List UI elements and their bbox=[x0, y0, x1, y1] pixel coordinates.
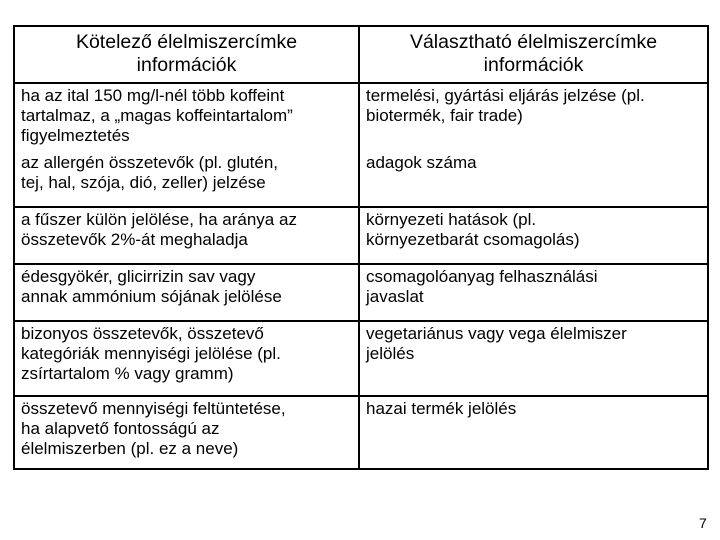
table-row bbox=[14, 396, 708, 469]
table-cell: vegetariánus vagy vega élelmiszer jelölés bbox=[359, 321, 708, 396]
header-optional: Választható élelmiszercímke információk bbox=[359, 26, 708, 83]
table-cell: környezeti hatások (pl. környezetbarát csomagolás) bbox=[359, 207, 708, 264]
table-cell: termelési, gyártási eljárás jelzése (pl. biotermék, fair trade) bbox=[359, 83, 708, 151]
table-row bbox=[14, 321, 708, 396]
table-cell: bizonyos összetevők, összetevő kategóriák mennyiségi jelölése (pl. zsírtartalom % vagy gramm) bbox=[14, 321, 359, 396]
table-cell: a fűszer külön jelölése, ha aránya az összetevők 2%-át meghaladja bbox=[14, 207, 359, 264]
table-header-row bbox=[14, 26, 708, 83]
table-cell: édesgyökér, glicirrizin sav vagy annak ammónium sójának jelölése bbox=[14, 264, 359, 321]
table-cell: hazai termék jelölés bbox=[359, 396, 708, 469]
table-row bbox=[14, 83, 708, 151]
table-row bbox=[14, 151, 708, 207]
page-number: 7 bbox=[699, 515, 707, 531]
table-cell: adagok száma bbox=[359, 151, 708, 207]
header-mandatory: Kötelező élelmiszercímke információk bbox=[14, 26, 359, 83]
table-cell: összetevő mennyiségi feltüntetése, ha alapvető fontosságú az élelmiszerben (pl. ez a neve) bbox=[14, 396, 359, 469]
table-cell: csomagolóanyag felhasználási javaslat bbox=[359, 264, 708, 321]
table-cell: ha az ital 150 mg/l-nél több koffeint tartalmaz, a „magas koffeintartalom” figyelmeztetés bbox=[14, 83, 359, 151]
labeling-info-table bbox=[13, 25, 709, 470]
table-row bbox=[14, 264, 708, 321]
table-row bbox=[14, 207, 708, 264]
table-cell: az allergén összetevők (pl. glutén, tej, hal, szója, dió, zeller) jelzése bbox=[14, 151, 359, 207]
